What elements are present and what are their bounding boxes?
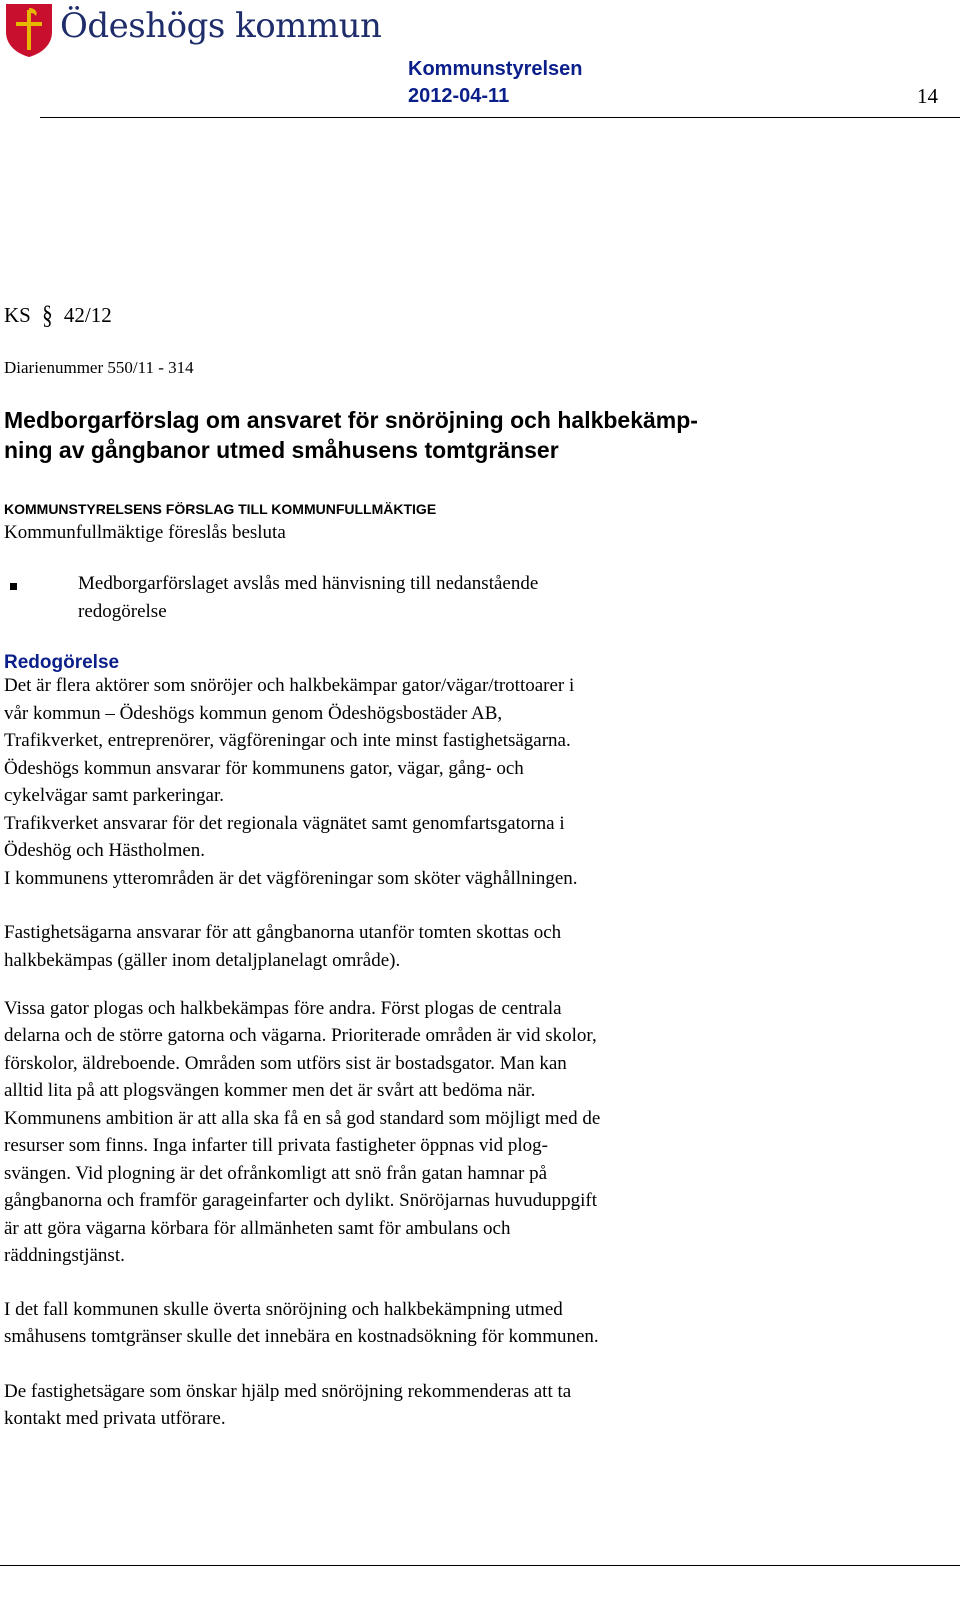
bullet-square-icon — [10, 583, 17, 590]
section-mark: § — [42, 299, 53, 330]
body-line: är att göra vägarna körbara för allmänheten samt för ambulans och — [4, 1218, 511, 1239]
header-rule — [40, 117, 960, 118]
body-line: vår kommun – Ödeshögs kommun genom Ödeshögsbostäder AB, — [4, 703, 503, 724]
title-line: Medborgarförslag om ansvaret för snöröjning och halkbekämp- — [4, 407, 698, 433]
body-line: alltid lita på att plogsvängen kommer men det är svårt att bedöma när. — [4, 1080, 536, 1101]
body-line: småhusens tomtgränser skulle det innebära en kostnadsökning för kommunen. — [4, 1326, 599, 1347]
body-line: Trafikverket, entreprenörer, vägföreningar och inte minst fastighetsägarna. — [4, 730, 571, 751]
coat-of-arms-icon — [4, 2, 54, 58]
case-number — [4, 299, 112, 330]
body-line: cykelvägar samt parkeringar. — [4, 785, 224, 806]
municipality-logo — [4, 2, 54, 62]
body-line: Trafikverket ansvarar för det regionala vägnätet samt genomfartsgatorna i — [4, 813, 565, 834]
body-line: I kommunens ytterområden är det vägföreningar som sköter väghållningen. — [4, 868, 578, 889]
body-line: delarna och de större gatorna och vägarna. Prioriterade områden är vid skolor, — [4, 1025, 597, 1046]
body-line: räddningstjänst. — [4, 1245, 125, 1266]
document-title — [4, 405, 764, 465]
bullet-line: redogörelse — [78, 601, 167, 622]
diarienummer: Diarienummer 550/11 - 314 — [4, 358, 194, 377]
body-line: Ödeshögs kommun ansvarar för kommunens gator, vägar, gång- och — [4, 758, 524, 779]
page-number: 14 — [917, 84, 938, 108]
bullet-line: Medborgarförslaget avslås med hänvisning till nedanstående — [78, 573, 539, 594]
body-line: svängen. Vid plogning är det ofrånkomligt att snö från gatan hamnar på — [4, 1163, 548, 1184]
redogorelse-heading: Redogörelse — [4, 652, 120, 673]
title-line: ning av gångbanor utmed småhusens tomtgränser — [4, 437, 559, 463]
header-organization: Kommunstyrelsen — [408, 58, 583, 80]
proposal-bullet — [78, 570, 678, 626]
footer-rule — [0, 1565, 960, 1566]
header-date: 2012-04-11 — [408, 85, 510, 107]
body-line: Vissa gator plogas och halkbekämpas före andra. Först plogas de centrala — [4, 998, 562, 1019]
body-line: resurser som finns. Inga infarter till privata fastigheter öppnas vid plog- — [4, 1135, 548, 1156]
ks-prefix: KS — [4, 303, 31, 327]
ks-number: 42/12 — [63, 303, 112, 327]
body-line: Ödeshög och Hästholmen. — [4, 840, 206, 861]
body-line: förskolor, äldreboende. Områden som utförs sist är bostadsgator. Man kan — [4, 1053, 567, 1074]
proposal-subheading: Kommunfullmäktige föreslås besluta — [4, 522, 286, 543]
body-line: kontakt med privata utförare. — [4, 1408, 226, 1429]
body-line: Det är flera aktörer som snöröjer och halkbekämpar gator/vägar/trottoarer i — [4, 675, 575, 696]
municipality-name: Ödeshögs kommun — [60, 6, 382, 46]
body-line: Kommunens ambition är att alla ska få en så god standard som möjligt med de — [4, 1108, 601, 1129]
body-line: gångbanorna och framför garageinfarter och dylikt. Snöröjarnas huvuduppgift — [4, 1190, 598, 1211]
body-line: halkbekämpas (gäller inom detaljplanelagt område). — [4, 950, 401, 971]
body-line: Fastighetsägarna ansvarar för att gångbanorna utanför tomten skottas och — [4, 922, 562, 943]
body-line: I det fall kommunen skulle överta snöröjning och halkbekämpning utmed — [4, 1299, 563, 1320]
body-line: De fastighetsägare som önskar hjälp med snöröjning rekommenderas att ta — [4, 1381, 572, 1402]
proposal-heading: KOMMUNSTYRELSENS FÖRSLAG TILL KOMMUNFULLMÄKTIGE — [4, 501, 437, 517]
